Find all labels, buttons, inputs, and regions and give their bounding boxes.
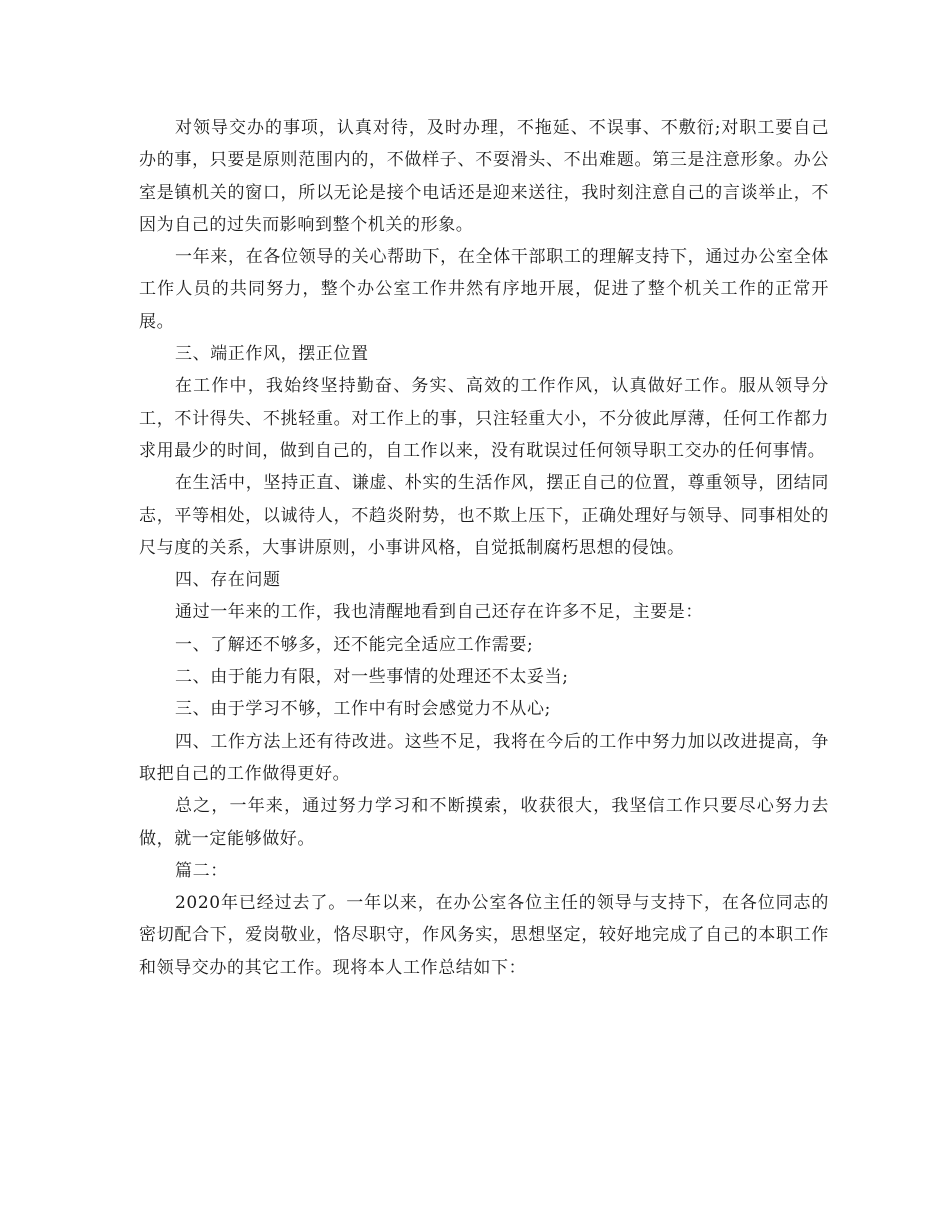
section-heading-work-style: 三、端正作风，摆正位置: [175, 344, 369, 365]
section-heading-problems: 四、存在问题: [175, 570, 281, 591]
paragraph-life-attitude: 在生活中，坚持正直、谦虚、朴实的生活作风，摆正自己的位置，尊重领导，团结同志，平等相处，以诚待人，不趋炎附势，也不欺上压下，正确处理好与领导、同事相处的尺与度的关系，大事讲原则，小事讲风格，自觉抵制腐朽思想的侵蚀。: [139, 473, 829, 558]
list-item-problem-1: 一、了解还不够多，还不能完全适应工作需要;: [175, 634, 534, 655]
paragraph-year-summary: 一年来，在各位领导的关心帮助下，在全体干部职工的理解支持下，通过办公室全体工作人员的共同努力，整个办公室工作井然有序地开展，促进了整个机关工作的正常开展。: [139, 247, 829, 332]
list-item-problem-4: 四、工作方法上还有待改进。这些不足，我将在今后的工作中努力加以改进提高，争取把自己的工作做得更好。: [139, 731, 829, 784]
paragraph-conclusion: 总之，一年来，通过努力学习和不断摸索，收获很大，我坚信工作只要尽心努力去做，就一定能够做好。: [139, 796, 829, 849]
list-item-problem-3: 三、由于学习不够，工作中有时会感觉力不从心;: [175, 699, 551, 720]
paragraph-leader-tasks: 对领导交办的事项，认真对待，及时办理，不拖延、不误事、不敷衍;对职工要自己办的事，只要是原则范围内的，不做样子、不耍滑头、不出难题。第三是注意形象。办公室是镇机关的窗口，所以无论是接个电话还是迎来送往，我时刻注意自己的言谈举止，不因为自己的过失而影响到整个机关的形象。: [139, 118, 829, 235]
paragraph-problems-intro: 通过一年来的工作，我也清醒地看到自己还存在许多不足，主要是：: [175, 602, 703, 623]
document-body: [139, 112, 829, 984]
paragraph-part-two-intro: 2020年已经过去了。一年以来，在办公室各位主任的领导与支持下，在各位同志的密切配合下，爱岗敬业，恪尽职守，作风务实，思想坚定，较好地完成了自己的本职工作和领导交办的其它工作。现将本人工作总结如下：: [139, 893, 829, 978]
section-heading-part-two: 篇二：: [175, 860, 228, 881]
list-item-problem-2: 二、由于能力有限，对一些事情的处理还不太妥当;: [175, 667, 569, 688]
paragraph-work-attitude: 在工作中，我始终坚持勤奋、务实、高效的工作作风，认真做好工作。服从领导分工，不计得失、不挑轻重。对工作上的事，只注轻重大小，不分彼此厚薄，任何工作都力求用最少的时间，做到自己的，自工作以来，没有耽误过任何领导职工交办的任何事情。: [139, 376, 829, 461]
